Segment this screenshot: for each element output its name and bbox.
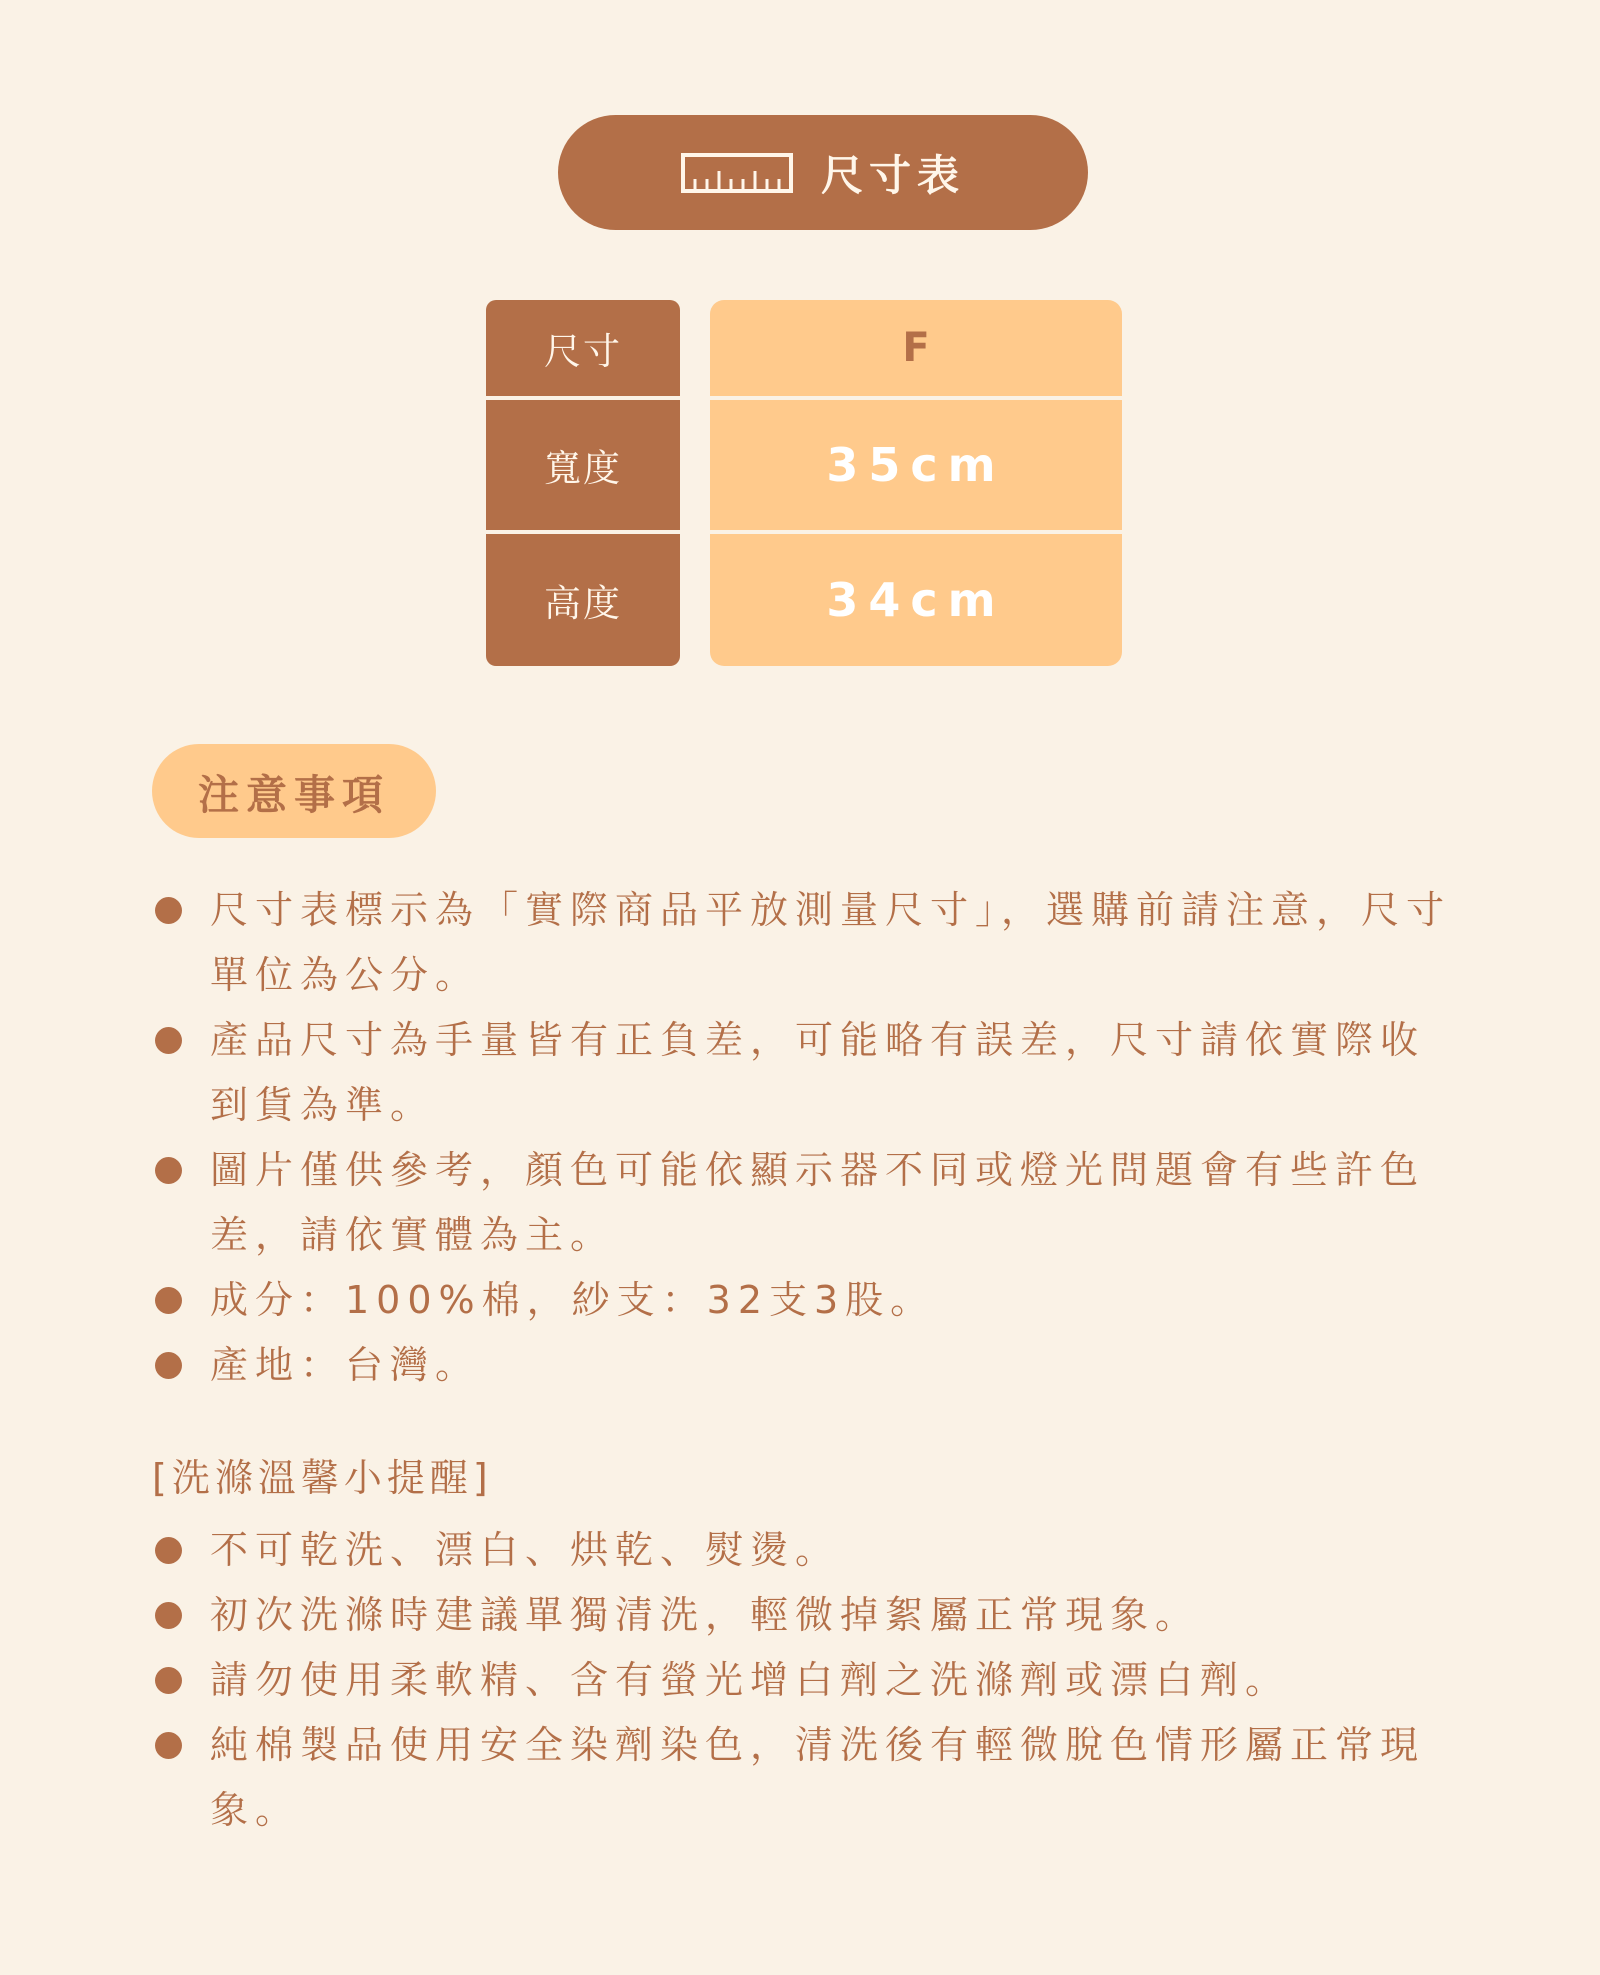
- list-item: [152, 1008, 1452, 1138]
- list-item: [152, 1138, 1452, 1268]
- size-chart-title: 尺寸表: [820, 150, 965, 200]
- height-value-cell: [710, 534, 1122, 666]
- care-list: [152, 1518, 1452, 1843]
- width-label-cell: [486, 400, 680, 530]
- list-item-text: 產地：台灣。: [210, 1343, 481, 1387]
- list-item: [152, 878, 1452, 1008]
- bullet-dot-icon: [155, 1537, 182, 1564]
- list-item-text: 尺寸表標示為「實際商品平放測量尺寸」，選購前請注意，尺寸單位為公分。: [210, 888, 1452, 997]
- bullet-dot-icon: [155, 1667, 182, 1694]
- list-item-text: 圖片僅供參考，顏色可能依顯示器不同或燈光問題會有些許色差，請依實體為主。: [210, 1148, 1426, 1257]
- width-value-cell: [710, 400, 1122, 530]
- list-item: [152, 1713, 1452, 1843]
- height-value: 34cm: [826, 573, 1006, 627]
- bullet-dot-icon: [155, 897, 182, 924]
- bullet-dot-icon: [155, 1027, 182, 1054]
- list-item-text: 請勿使用柔軟精、含有螢光增白劑之洗滌劑或漂白劑。: [210, 1658, 1291, 1702]
- table-row-divider: [466, 396, 1142, 400]
- list-item-text: 不可乾洗、漂白、烘乾、熨燙。: [210, 1528, 841, 1572]
- table-row-divider: [466, 530, 1142, 534]
- size-label: 尺寸: [544, 330, 622, 373]
- list-item: [152, 1583, 1452, 1648]
- list-item: [152, 1648, 1452, 1713]
- height-label: 高度: [544, 582, 622, 625]
- size-table-value-column: [710, 300, 1122, 666]
- list-item: [152, 1333, 1452, 1398]
- bullet-dot-icon: [155, 1157, 182, 1184]
- size-name: F: [902, 325, 930, 371]
- list-item: [152, 1268, 1452, 1333]
- size-label-cell: [486, 300, 680, 396]
- size-name-cell: [710, 300, 1122, 396]
- list-item-text: 純棉製品使用安全染劑染色，清洗後有輕微脫色情形屬正常現象。: [210, 1723, 1426, 1832]
- notes-title: 注意事項: [198, 770, 390, 819]
- width-label: 寬度: [544, 447, 622, 490]
- list-item-text: 產品尺寸為手量皆有正負差，可能略有誤差，尺寸請依實際收到貨為準。: [210, 1018, 1426, 1127]
- bullet-dot-icon: [155, 1352, 182, 1379]
- bullet-dot-icon: [155, 1732, 182, 1759]
- size-chart-header: [558, 115, 1088, 230]
- bullet-dot-icon: [155, 1287, 182, 1314]
- size-table-label-column: [486, 300, 680, 666]
- notes-badge: [152, 744, 436, 838]
- size-table: [486, 300, 1122, 666]
- notes-list: [152, 878, 1452, 1398]
- ruler-icon: [681, 153, 793, 193]
- height-label-cell: [486, 534, 680, 666]
- list-item-text: 初次洗滌時建議單獨清洗，輕微掉絮屬正常現象。: [210, 1593, 1201, 1637]
- bullet-dot-icon: [155, 1602, 182, 1629]
- list-item: [152, 1518, 1452, 1583]
- care-heading: [洗滌溫馨小提醒]: [152, 1456, 493, 1500]
- width-value: 35cm: [826, 438, 1006, 492]
- list-item-text: 成分：100%棉，紗支：32支3股。: [210, 1278, 936, 1322]
